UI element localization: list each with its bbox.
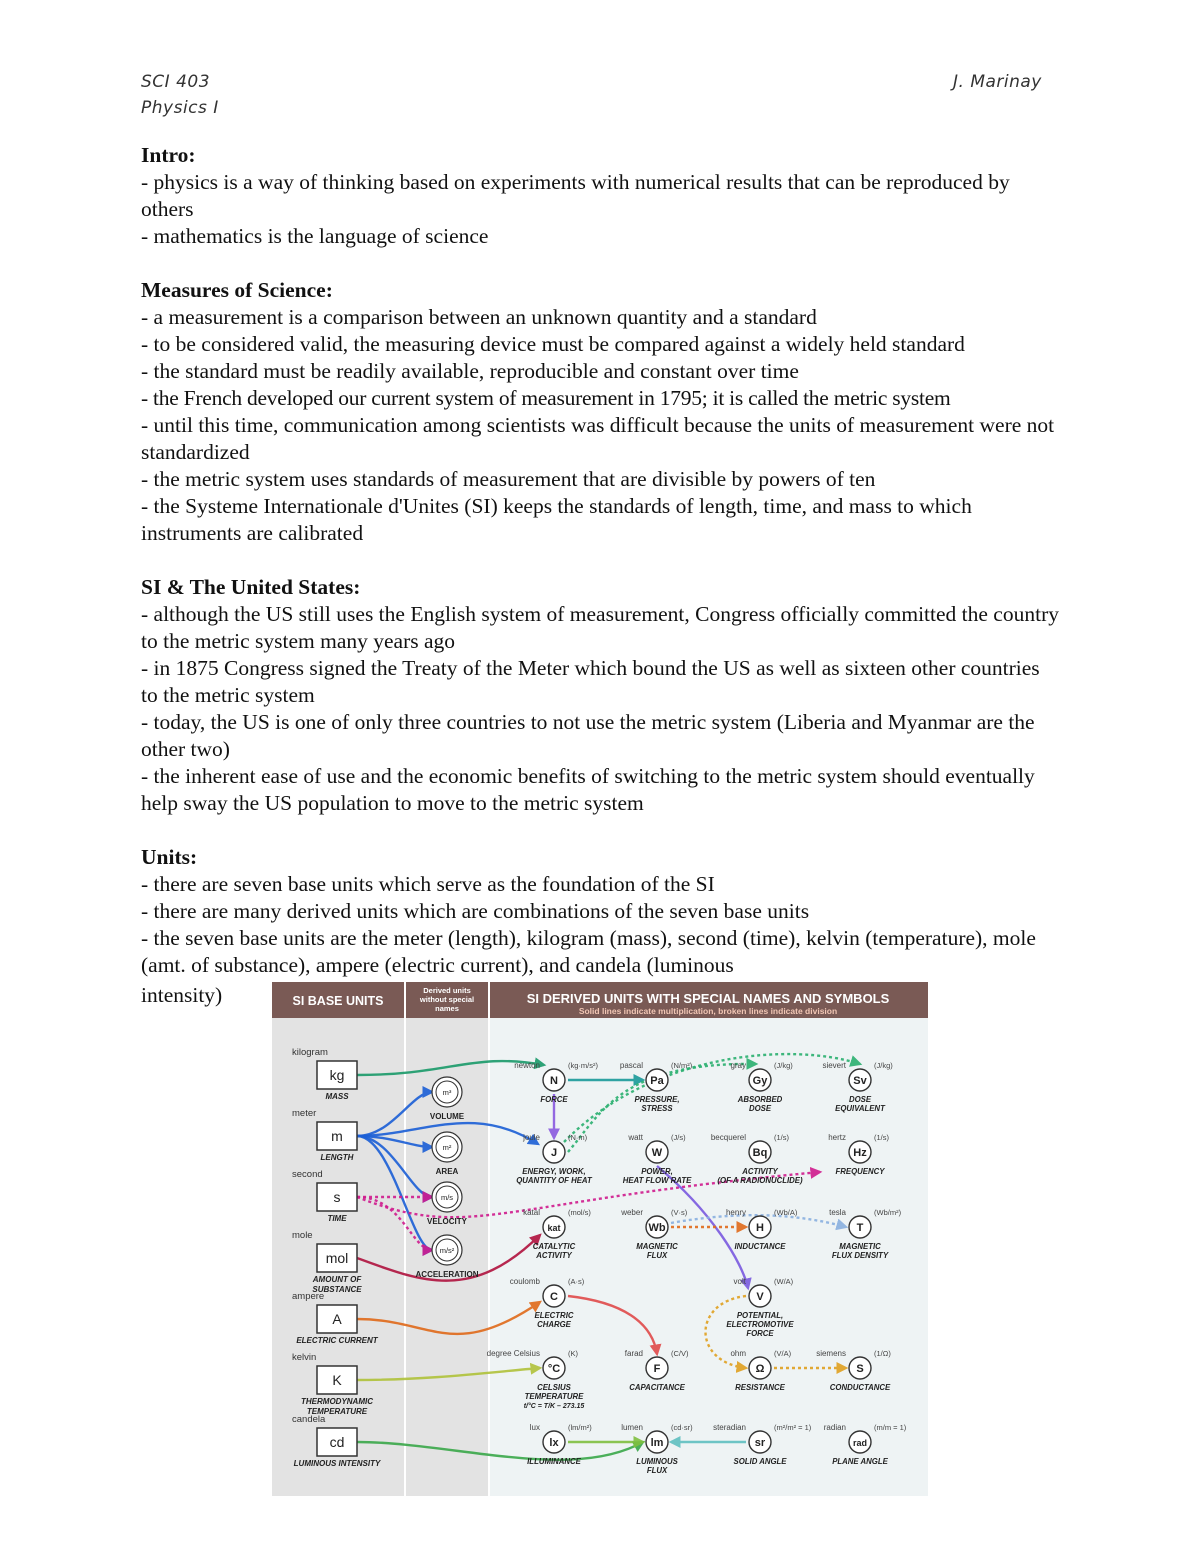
derived-unit-symbol: Sv	[853, 1075, 867, 1087]
derived-unit-name: steradian	[713, 1423, 746, 1432]
derived-unit-name: gray	[730, 1061, 746, 1070]
bullet-line: - physics is a way of thinking based on experiments with numerical results that can be reproduced by others	[141, 170, 1010, 221]
derived-unit-symbol: Gy	[752, 1075, 768, 1087]
derived-unit-name: coulomb	[509, 1277, 540, 1286]
derived-unit-symbol: sr	[754, 1437, 766, 1449]
derived-unit-quantity: CHARGE	[537, 1320, 571, 1329]
base-unit-name: mole	[292, 1230, 313, 1241]
derived-unit-definition: (C/V)	[671, 1349, 689, 1358]
derived-unit-quantity: CELSIUS	[537, 1383, 571, 1392]
bullet-line: - the standard must be readily available, reproducible and constant over time	[141, 359, 799, 383]
derived-unit-quantity: RESISTANCE	[735, 1383, 785, 1392]
base-unit-quantity: THERMODYNAMIC	[301, 1397, 373, 1406]
derived-unit-symbol: V	[756, 1291, 764, 1303]
nospecial-unit-symbol: m³	[442, 1088, 452, 1097]
derived-unit-name: weber	[621, 1208, 643, 1217]
derived-unit-symbol: Ω	[755, 1363, 765, 1375]
nospecial-unit-quantity: VOLUME	[429, 1112, 465, 1121]
derived-unit-quantity: EQUIVALENT	[835, 1104, 885, 1113]
base-unit-quantity: SUBSTANCE	[312, 1285, 362, 1294]
derived-unit-definition: (1/s)	[774, 1133, 789, 1142]
base-unit-quantity: ELECTRIC CURRENT	[296, 1336, 378, 1345]
derived-unit-symbol: Hz	[853, 1147, 867, 1159]
derived-unit-symbol: T	[856, 1222, 864, 1234]
subject-name: Physics I	[141, 98, 219, 118]
derived-unit-name: becquerel	[710, 1133, 746, 1142]
derived-unit-definition: (1/Ω)	[874, 1349, 891, 1358]
derived-unit-definition: (mol/s)	[568, 1208, 591, 1217]
derived-units-title: SI DERIVED UNITS WITH SPECIAL NAMES AND SYMBOLS	[526, 991, 890, 1006]
base-unit-name: second	[292, 1169, 323, 1180]
section-heading: SI & The United States:	[141, 575, 361, 599]
derived-unit-quantity: STRESS	[641, 1104, 673, 1113]
bullet-line: - the French developed our current system of measurement in 1795; it is called the metric system	[141, 386, 951, 410]
derived-unit-name: sievert	[822, 1061, 846, 1070]
base-unit-symbol: K	[332, 1372, 342, 1388]
base-unit-symbol: m	[331, 1128, 343, 1144]
derived-unit-definition: (kg·m/s²)	[568, 1061, 598, 1070]
course-code: SCI 403	[141, 72, 211, 92]
nospecial-unit-symbol: m/s	[440, 1193, 454, 1202]
derived-unit-quantity: DOSE	[748, 1104, 772, 1113]
derived-unit-name: radian	[823, 1423, 846, 1432]
derived-unit-name: watt	[628, 1133, 643, 1142]
bullet-line: - a measurement is a comparison between an unknown quantity and a standard	[141, 305, 817, 329]
derived-unit-quantity: CAPACITANCE	[629, 1383, 685, 1392]
derived-unit-symbol: F	[653, 1363, 661, 1375]
derived-unit-definition: (cd·sr)	[671, 1423, 693, 1432]
section-heading: Units:	[141, 845, 198, 869]
base-unit-quantity: AMOUNT OF	[312, 1275, 362, 1284]
derived-unit-name: farad	[624, 1349, 643, 1358]
derived-unit-quantity: POTENTIAL,	[736, 1311, 784, 1320]
derived-unit-definition: (V/A)	[774, 1349, 792, 1358]
derived-unit-symbol: C	[550, 1291, 558, 1303]
derived-unit-name: degree Celsius	[486, 1349, 540, 1358]
nospecial-unit-quantity: VELOCITY	[426, 1217, 468, 1226]
derived-unit-symbol: lx	[549, 1437, 559, 1449]
units-tail-text: intensity)	[141, 983, 223, 1007]
derived-unit-quantity: MAGNETIC	[636, 1242, 678, 1251]
derived-unit-quantity: HEAT FLOW RATE	[622, 1176, 692, 1185]
derived-unit-definition: (J/kg)	[774, 1061, 793, 1070]
derived-unit-definition: (Wb/m²)	[874, 1208, 902, 1217]
derived-unit-definition: (W/A)	[774, 1277, 794, 1286]
derived-unit-symbol: W	[651, 1147, 663, 1159]
section-heading: Intro:	[141, 143, 196, 167]
derived-unit-quantity: PLANE ANGLE	[832, 1457, 888, 1466]
section	[141, 574, 1059, 817]
derived-unit-quantity: PRESSURE,	[634, 1095, 680, 1104]
section-heading: Measures of Science:	[141, 278, 333, 302]
derived-unit-name: pascal	[619, 1061, 643, 1070]
base-unit-name: kelvin	[292, 1352, 317, 1363]
derived-unit-quantity: ABSORBED	[737, 1095, 783, 1104]
bullet-line: - there are many derived units which are combinations of the seven base units	[141, 899, 810, 923]
derived-unit-quantity: FLUX	[646, 1466, 668, 1475]
derived-unit-quantity: ELECTROMOTIVE	[726, 1320, 794, 1329]
derived-unit-quantity: t/°C = T/K – 273.15	[523, 1403, 585, 1410]
derived-unit-definition: (J/kg)	[874, 1061, 893, 1070]
derived-units-subtitle: Solid lines indicate multiplication, broken lines indicate division	[578, 1006, 838, 1016]
derived-unit-symbol: S	[856, 1363, 864, 1375]
derived-unit-quantity: QUANTITY OF HEAT	[516, 1176, 592, 1185]
base-unit-name: ampere	[292, 1291, 325, 1302]
derived-unit-symbol: Pa	[650, 1075, 664, 1087]
author-name: J. Marinay	[953, 72, 1042, 92]
derived-unit-quantity: LUMINOUS	[636, 1457, 678, 1466]
derived-unit-symbol: Wb	[648, 1222, 666, 1234]
bullet-line: - in 1875 Congress signed the Treaty of the Meter which bound the US as well as sixteen other countries to the metric system	[141, 656, 1040, 707]
derived-unit-quantity: ILLUMINANCE	[527, 1457, 581, 1466]
derived-unit-quantity: FLUX	[646, 1251, 668, 1260]
base-unit-quantity: TIME	[327, 1214, 347, 1223]
derived-unit-name: lux	[529, 1423, 540, 1432]
bullet-line: - until this time, communication among scientists was difficult because the units of measurement were not standardized	[141, 413, 1055, 464]
base-unit-symbol: s	[333, 1189, 341, 1205]
derived-unit-name: tesla	[829, 1208, 846, 1217]
derived-unit-name: siemens	[816, 1349, 846, 1358]
section	[141, 142, 1059, 250]
derived-unit-quantity: SOLID ANGLE	[733, 1457, 787, 1466]
derived-unit-quantity: TEMPERATURE	[524, 1392, 584, 1401]
section	[141, 844, 1059, 979]
derived-unit-quantity: ENERGY, WORK,	[522, 1167, 586, 1176]
base-unit-symbol: A	[332, 1311, 342, 1327]
derived-unit-quantity: FORCE	[540, 1095, 568, 1104]
base-units-title: SI BASE UNITS	[292, 994, 384, 1008]
derived-unit-quantity: (OF A RADIONUCLIDE)	[717, 1176, 803, 1185]
section	[141, 277, 1059, 547]
derived-unit-symbol: lm	[650, 1437, 664, 1449]
nospecial-unit-symbol: m/s²	[439, 1246, 455, 1255]
derived-unit-definition: (K)	[568, 1349, 578, 1358]
base-unit-quantity: LUMINOUS INTENSITY	[293, 1459, 381, 1468]
nospecial-title-2: without special	[419, 995, 475, 1004]
derived-unit-quantity: ELECTRIC	[534, 1311, 574, 1320]
derived-unit-quantity: FORCE	[746, 1329, 774, 1338]
bullet-line: - the metric system uses standards of measurement that are divisible by powers of ten	[141, 467, 876, 491]
base-unit-name: candela	[292, 1414, 326, 1425]
nospecial-unit-quantity: AREA	[435, 1167, 459, 1176]
derived-unit-definition: (A·s)	[568, 1277, 585, 1286]
base-unit-name: meter	[292, 1108, 317, 1119]
bullet-line: - the inherent ease of use and the economic benefits of switching to the metric system should eventually help sway the US population to move to the metric system	[141, 764, 1035, 815]
derived-unit-definition: (N·m)	[568, 1133, 588, 1142]
nospecial-unit-quantity: ACCELERATION	[415, 1270, 479, 1279]
base-unit-quantity: LENGTH	[320, 1153, 354, 1162]
derived-unit-quantity: FLUX DENSITY	[831, 1251, 889, 1260]
derived-unit-symbol: Bq	[752, 1147, 768, 1159]
base-unit-quantity: MASS	[325, 1092, 349, 1101]
derived-unit-name: lumen	[621, 1423, 643, 1432]
si-units-diagram-svg	[272, 982, 928, 1496]
si-units-diagram	[272, 982, 928, 1496]
bullet-line: - there are seven base units which serve as the foundation of the SI	[141, 872, 715, 896]
base-unit-symbol: mol	[325, 1250, 349, 1266]
derived-unit-definition: (1/s)	[874, 1133, 889, 1142]
base-unit-name: kilogram	[292, 1047, 328, 1058]
derived-unit-definition: (J/s)	[671, 1133, 686, 1142]
derived-unit-definition: (m²/m² = 1)	[774, 1423, 812, 1432]
derived-unit-name: katal	[523, 1208, 540, 1217]
derived-unit-name: henry	[725, 1208, 746, 1217]
derived-unit-definition: (V·s)	[671, 1208, 688, 1217]
derived-unit-quantity: ACTIVITY	[742, 1167, 778, 1176]
derived-unit-name: hertz	[828, 1133, 846, 1142]
derived-unit-name: newton	[514, 1061, 540, 1070]
derived-unit-definition: (m/m = 1)	[874, 1423, 907, 1432]
derived-unit-definition: (N/m²)	[671, 1061, 693, 1070]
base-unit-quantity: TEMPERATURE	[306, 1407, 368, 1416]
derived-unit-symbol: rad	[852, 1438, 868, 1448]
derived-unit-quantity: POWER,	[641, 1167, 673, 1176]
derived-unit-quantity: CATALYTIC	[532, 1242, 576, 1251]
derived-unit-quantity: ACTIVITY	[536, 1251, 572, 1260]
bullet-line: - mathematics is the language of science	[141, 224, 489, 248]
derived-unit-quantity: INDUCTANCE	[734, 1242, 786, 1251]
derived-unit-quantity: FREQUENCY	[835, 1167, 885, 1176]
bullet-line: - the Systeme Internationale d'Unites (SI) keeps the standards of length, time, and mass to which instruments are calibrated	[141, 494, 972, 545]
notes-body	[141, 142, 1059, 1006]
base-unit-symbol: cd	[329, 1434, 345, 1450]
derived-unit-symbol: N	[550, 1075, 558, 1087]
derived-unit-name: ohm	[730, 1349, 746, 1358]
derived-unit-symbol: kat	[547, 1223, 561, 1233]
derived-unit-symbol: °C	[547, 1363, 561, 1375]
bullet-line: - although the US still uses the English system of measurement, Congress officially committed the country to the metric system many years ago	[141, 602, 1059, 653]
nospecial-title-1: Derived units	[423, 986, 471, 995]
bullet-line: - today, the US is one of only three countries to not use the metric system (Liberia and Myanmar are the other two)	[141, 710, 1035, 761]
derived-unit-name: joule	[523, 1133, 540, 1142]
base-unit-symbol: kg	[329, 1067, 345, 1083]
nospecial-unit-symbol: m²	[442, 1143, 452, 1152]
bullet-line: - to be considered valid, the measuring device must be compared against a widely held standard	[141, 332, 965, 356]
derived-unit-symbol: H	[756, 1222, 764, 1234]
derived-unit-quantity: MAGNETIC	[839, 1242, 881, 1251]
derived-unit-quantity: CONDUCTANCE	[829, 1383, 891, 1392]
nospecial-title-3: names	[435, 1004, 459, 1013]
derived-unit-definition: (lm/m²)	[568, 1423, 592, 1432]
bullet-line: - the seven base units are the meter (length), kilogram (mass), second (time), kelvin (temperature), mole (amt. of substance), ampere (electric current), and candela (luminous	[141, 926, 1036, 977]
derived-unit-definition: (Wb/A)	[774, 1208, 798, 1217]
derived-unit-quantity: DOSE	[848, 1095, 872, 1104]
derived-unit-symbol: J	[550, 1147, 558, 1159]
derived-unit-name: volt	[733, 1277, 746, 1286]
